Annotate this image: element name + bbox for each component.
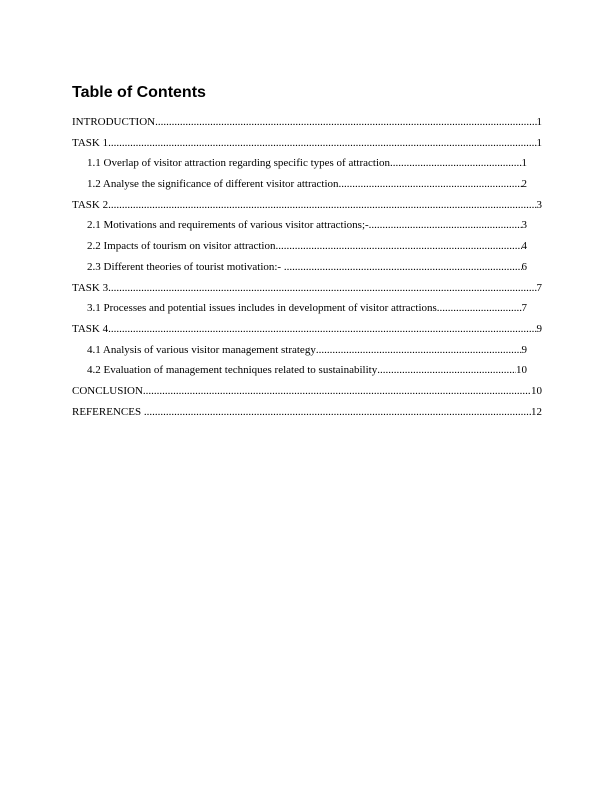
toc-entry-page: 3 [521,219,527,232]
toc-entry-conclusion[interactable] [72,385,542,406]
toc-leader-dots [369,219,522,231]
toc-entry-task-1[interactable] [72,137,542,158]
toc-entry-2-3[interactable] [72,261,542,282]
toc-entry-text: 1.1 Overlap of visitor attraction regarding specific types of attraction [87,157,391,170]
toc-leader-dots [316,344,522,356]
toc-leader-dots [276,240,522,252]
toc-leader-dots [437,302,522,314]
toc-entry-1-2[interactable] [72,178,542,199]
toc-entry-2-2[interactable] [72,240,542,261]
toc-entry-page: 2 [521,178,527,191]
toc-leader-dots [284,261,522,273]
toc-entry-text: 4.2 Evaluation of management techniques related to sustainability [87,364,378,377]
toc-entry-page: 3 [536,198,542,211]
toc-entry-page: 1 [536,136,542,149]
toc-leader-dots [144,406,531,418]
toc-entry-references[interactable] [72,406,542,427]
toc-entry-text: 2.2 Impacts of tourism on visitor attraction [87,240,276,253]
toc-leader-dots [155,116,536,128]
toc-entry-1-1[interactable] [72,157,542,178]
toc-entry-text: TASK 3 [72,281,109,294]
toc-entry-3-1[interactable] [72,302,542,323]
toc-leader-dots [143,385,531,397]
toc-entry-text: TASK 2 [72,198,109,211]
toc-entry-page: 12 [531,405,542,418]
toc-entry-page: 7 [536,281,542,294]
toc-entry-page: 7 [521,302,527,315]
toc-list [72,116,542,426]
toc-leader-dots [108,323,536,335]
toc-title: Table of Contents [72,84,206,101]
toc-entry-task-3[interactable] [72,282,542,303]
toc-entry-page: 1 [536,116,542,128]
toc-entry-text: REFERENCES [72,405,144,418]
toc-entry-text: 1.2 Analyse the significance of different visitor attraction [87,178,339,191]
toc-entry-page: 1 [521,157,527,170]
toc-leader-dots [339,178,522,190]
toc-entry-text: CONCLUSION [72,384,143,397]
toc-entry-2-1[interactable] [72,219,542,240]
toc-leader-dots [390,157,521,169]
toc-leader-dots [377,364,516,376]
toc-entry-text: 4.1 Analysis of various visitor management strategy [87,343,316,356]
toc-entry-text: 2.3 Different theories of tourist motivation:- [87,260,284,273]
toc-entry-introduction[interactable] [72,116,542,137]
toc-entry-page: 4 [521,240,527,253]
toc-leader-dots [108,137,536,149]
toc-entry-page: 10 [531,384,542,397]
toc-entry-page: 6 [521,260,527,273]
toc-leader-dots [108,282,536,294]
toc-entry-text: TASK 1 [72,136,109,149]
toc-entry-page: 9 [536,322,542,335]
toc-entry-text: INTRODUCTION [72,116,156,128]
toc-entry-page: 10 [516,364,527,377]
toc-entry-text: 3.1 Processes and potential issues includes in development of visitor attractions [87,302,437,315]
toc-entry-4-1[interactable] [72,344,542,365]
toc-entry-text: TASK 4 [72,322,109,335]
toc-entry-task-4[interactable] [72,323,542,344]
toc-entry-4-2[interactable] [72,364,542,385]
toc-leader-dots [108,199,536,211]
toc-entry-task-2[interactable] [72,199,542,220]
toc-entry-text: 2.1 Motivations and requirements of various visitor attractions;- [87,219,369,232]
toc-entry-page: 9 [521,343,527,356]
